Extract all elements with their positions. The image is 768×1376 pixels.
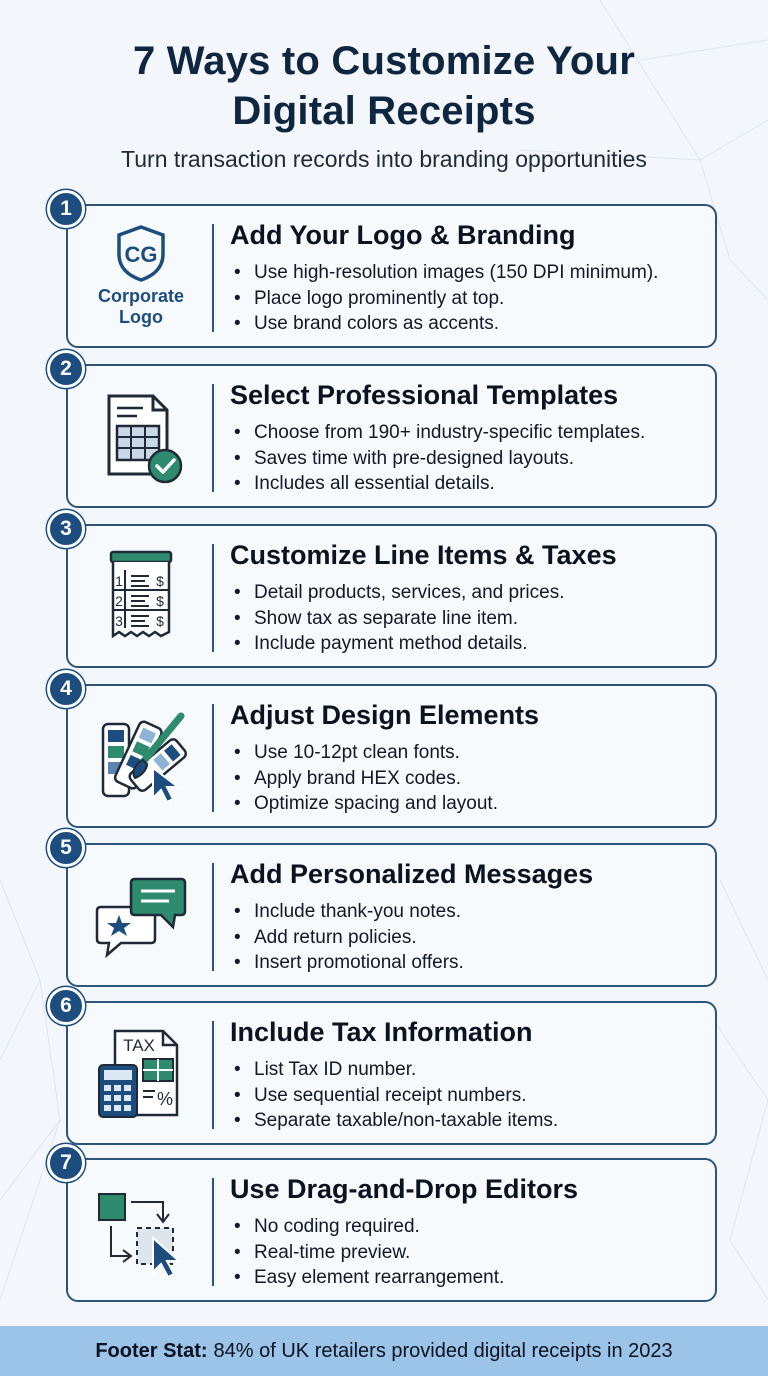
divider [212, 1178, 214, 1286]
tax-label: TAX [123, 1036, 155, 1055]
card-title: Customize Line Items & Taxes [230, 540, 617, 570]
row-number: 3 [115, 613, 123, 629]
header [0, 36, 768, 173]
footer-label: Footer Stat: [95, 1339, 208, 1362]
corporate-logo-icon [82, 220, 200, 332]
bullet-item: • No coding required. [230, 1214, 705, 1240]
footer-text: 84% of UK retailers provided digital receipts in 2023 [213, 1339, 673, 1362]
bullet-list [230, 420, 705, 497]
logo-caption [98, 286, 184, 328]
bullet-item: • Detail products, services, and prices. [230, 580, 705, 606]
bullet-item: • Include payment method details. [230, 631, 705, 657]
step-card-1 [60, 197, 717, 348]
bullet-list [230, 1214, 705, 1291]
chat-bubbles-star-icon [82, 859, 200, 971]
bullet-item: • Apply brand HEX codes. [230, 766, 705, 792]
bullet-item: • Real-time preview. [230, 1240, 705, 1266]
step-number-badge: 1 [47, 190, 85, 228]
percent-symbol: % [156, 1089, 174, 1109]
logo-caption-line-2: Logo [119, 307, 163, 327]
step-card-6 [60, 994, 717, 1145]
bullet-item: • List Tax ID number. [230, 1057, 705, 1083]
bullet-list [230, 580, 705, 657]
bullet-item: • Use brand colors as accents. [230, 311, 705, 337]
card-title: Include Tax Information [230, 1017, 533, 1047]
bullet-list [230, 260, 705, 337]
bullet-item: • Place logo prominently at top. [230, 286, 705, 312]
divider [212, 224, 214, 332]
footer-stat-bar [0, 1326, 768, 1376]
svg-text:CG: CG [124, 242, 158, 267]
page-title [0, 36, 768, 136]
step-number-badge: 5 [47, 829, 85, 867]
bullet-item: • Optimize spacing and layout. [230, 791, 705, 817]
step-card-2 [60, 357, 717, 508]
divider [212, 704, 214, 812]
bullet-item: • Include thank-you notes. [230, 899, 705, 925]
title-line-2: Digital Receipts [232, 89, 536, 133]
step-number-badge: 7 [47, 1144, 85, 1182]
logo-caption-line-1: Corporate [97, 286, 184, 306]
bullet-item: • Insert promotional offers. [230, 950, 705, 976]
step-card-4 [60, 677, 717, 828]
template-document-check-icon [82, 380, 200, 492]
bullet-list [230, 740, 705, 817]
shield-logo-icon [113, 224, 169, 282]
card-title: Add Your Logo & Branding [230, 220, 576, 250]
bullet-list [230, 899, 705, 976]
step-number-badge: 2 [47, 350, 85, 388]
card-title: Select Professional Templates [230, 380, 619, 410]
bullet-item: • Includes all essential details. [230, 471, 705, 497]
currency-symbol: $ [156, 613, 164, 629]
card-title: Add Personalized Messages [230, 859, 594, 889]
card-title: Adjust Design Elements [230, 700, 540, 730]
step-number-badge: 4 [47, 670, 85, 708]
bullet-item: • Use sequential receipt numbers. [230, 1083, 705, 1109]
bullet-item: • Use high-resolution images (150 DPI minimum). [230, 260, 705, 286]
bullet-item: • Choose from 190+ industry-specific templates. [230, 420, 705, 446]
divider [212, 863, 214, 971]
step-card-7 [60, 1151, 717, 1302]
currency-symbol: $ [156, 573, 164, 589]
row-number: 1 [115, 573, 123, 589]
bullet-item: • Separate taxable/non-taxable items. [230, 1108, 705, 1134]
divider [212, 384, 214, 492]
step-card-3 [60, 517, 717, 668]
step-card-5 [60, 836, 717, 987]
row-number: 2 [115, 593, 123, 609]
title-line-1: 7 Ways to Customize Your [133, 39, 635, 83]
card-title: Use Drag-and-Drop Editors [230, 1174, 579, 1204]
drag-and-drop-icon [82, 1174, 200, 1286]
bullet-item: • Saves time with pre-designed layouts. [230, 446, 705, 472]
step-number-badge: 6 [47, 987, 85, 1025]
currency-symbol: $ [156, 593, 164, 609]
bullet-item: • Easy element rearrangement. [230, 1265, 705, 1291]
palette-brush-cursor-icon [82, 700, 200, 812]
bullet-item: • Show tax as separate line item. [230, 606, 705, 632]
receipt-line-items-icon [82, 540, 200, 652]
bullet-item: • Add return policies. [230, 925, 705, 951]
step-number-badge: 3 [47, 510, 85, 548]
divider [212, 1021, 214, 1129]
bullet-list [230, 1057, 705, 1134]
tax-calculator-icon [82, 1017, 200, 1129]
page-subtitle: Turn transaction records into branding opportunities [121, 146, 647, 172]
bullet-item: • Use 10-12pt clean fonts. [230, 740, 705, 766]
divider [212, 544, 214, 652]
